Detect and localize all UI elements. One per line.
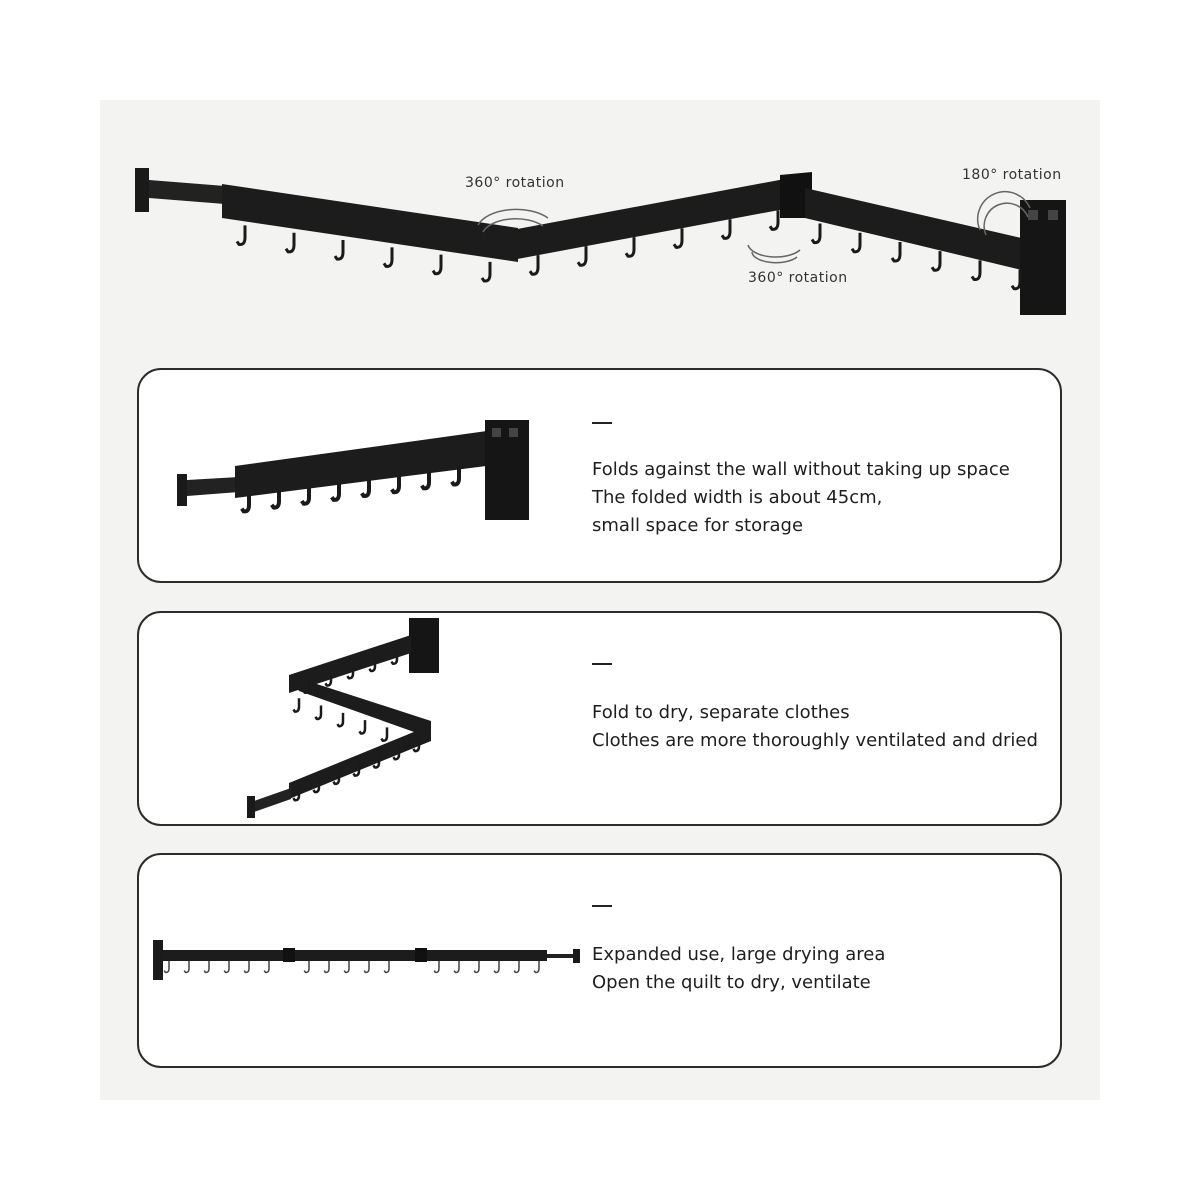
hook-icon xyxy=(674,228,682,247)
hook-icon xyxy=(852,233,860,252)
hook-icon xyxy=(264,961,269,972)
hero-product-image xyxy=(100,100,1100,360)
hook-icon xyxy=(1012,270,1020,289)
hook-icon xyxy=(534,961,539,972)
hook-icon xyxy=(972,260,980,279)
feature-card-expanded xyxy=(137,853,1062,1068)
feature-line: Clothes are more thoroughly ventilated and dried xyxy=(592,730,1038,751)
feature-line: small space for storage xyxy=(592,515,804,536)
hook-icon xyxy=(286,233,294,252)
rotation-label-right: 180° rotation xyxy=(962,167,1062,183)
hook-icon xyxy=(514,961,519,972)
drying-rack-illustration xyxy=(100,100,1100,360)
hook-icon xyxy=(433,255,441,274)
hook-icon xyxy=(237,225,245,244)
separator-dash xyxy=(592,422,612,424)
hook-icon xyxy=(482,262,490,281)
hook-icon xyxy=(204,961,209,972)
hook-icon xyxy=(315,706,321,719)
feature-text-1 xyxy=(592,456,1010,540)
hook-icon xyxy=(434,961,439,972)
hook-icon xyxy=(335,240,343,259)
hook-icon xyxy=(293,698,299,711)
feature-line: Expanded use, large drying area xyxy=(592,944,886,965)
feature-text-2 xyxy=(592,699,1038,755)
folded-rack-illustration xyxy=(139,370,559,585)
hook-icon xyxy=(184,961,189,972)
feature-line: Fold to dry, separate clothes xyxy=(592,702,850,723)
feature-card-folded xyxy=(137,368,1062,583)
hook-icon xyxy=(722,219,730,238)
hook-icon xyxy=(626,237,634,256)
hook-icon xyxy=(932,251,940,270)
hook-icon xyxy=(454,961,459,972)
zigzag-rack-illustration xyxy=(139,613,559,828)
feature-card-zigzag xyxy=(137,611,1062,826)
hook-icon xyxy=(304,961,309,972)
rotation-label-bottom: 360° rotation xyxy=(748,270,848,286)
separator-dash xyxy=(592,663,612,665)
hook-icon xyxy=(364,961,369,972)
hook-icon xyxy=(770,210,778,229)
hook-icon xyxy=(384,961,389,972)
hook-icon xyxy=(224,961,229,972)
rotation-label-left: 360° rotation xyxy=(465,175,565,191)
hook-icon xyxy=(530,255,538,274)
hook-icon xyxy=(164,961,169,972)
feature-line: Folds against the wall without taking up space xyxy=(592,459,1010,480)
hook-icon xyxy=(324,961,329,972)
hook-icon xyxy=(381,727,387,740)
separator-dash xyxy=(592,905,612,907)
hook-icon xyxy=(244,961,249,972)
expanded-rack-illustration xyxy=(139,855,599,1070)
feature-line: Open the quilt to dry, ventilate xyxy=(592,972,871,993)
hook-icon xyxy=(578,246,586,265)
hook-icon xyxy=(344,961,349,972)
hook-icon xyxy=(812,223,820,242)
hook-icon xyxy=(337,713,343,726)
hook-icon xyxy=(474,961,479,972)
hook-icon xyxy=(359,720,365,733)
hook-icon xyxy=(494,961,499,972)
feature-text-3 xyxy=(592,941,885,997)
feature-line: The folded width is about 45cm, xyxy=(592,487,883,508)
hook-icon xyxy=(892,242,900,261)
hook-icon xyxy=(384,247,392,266)
